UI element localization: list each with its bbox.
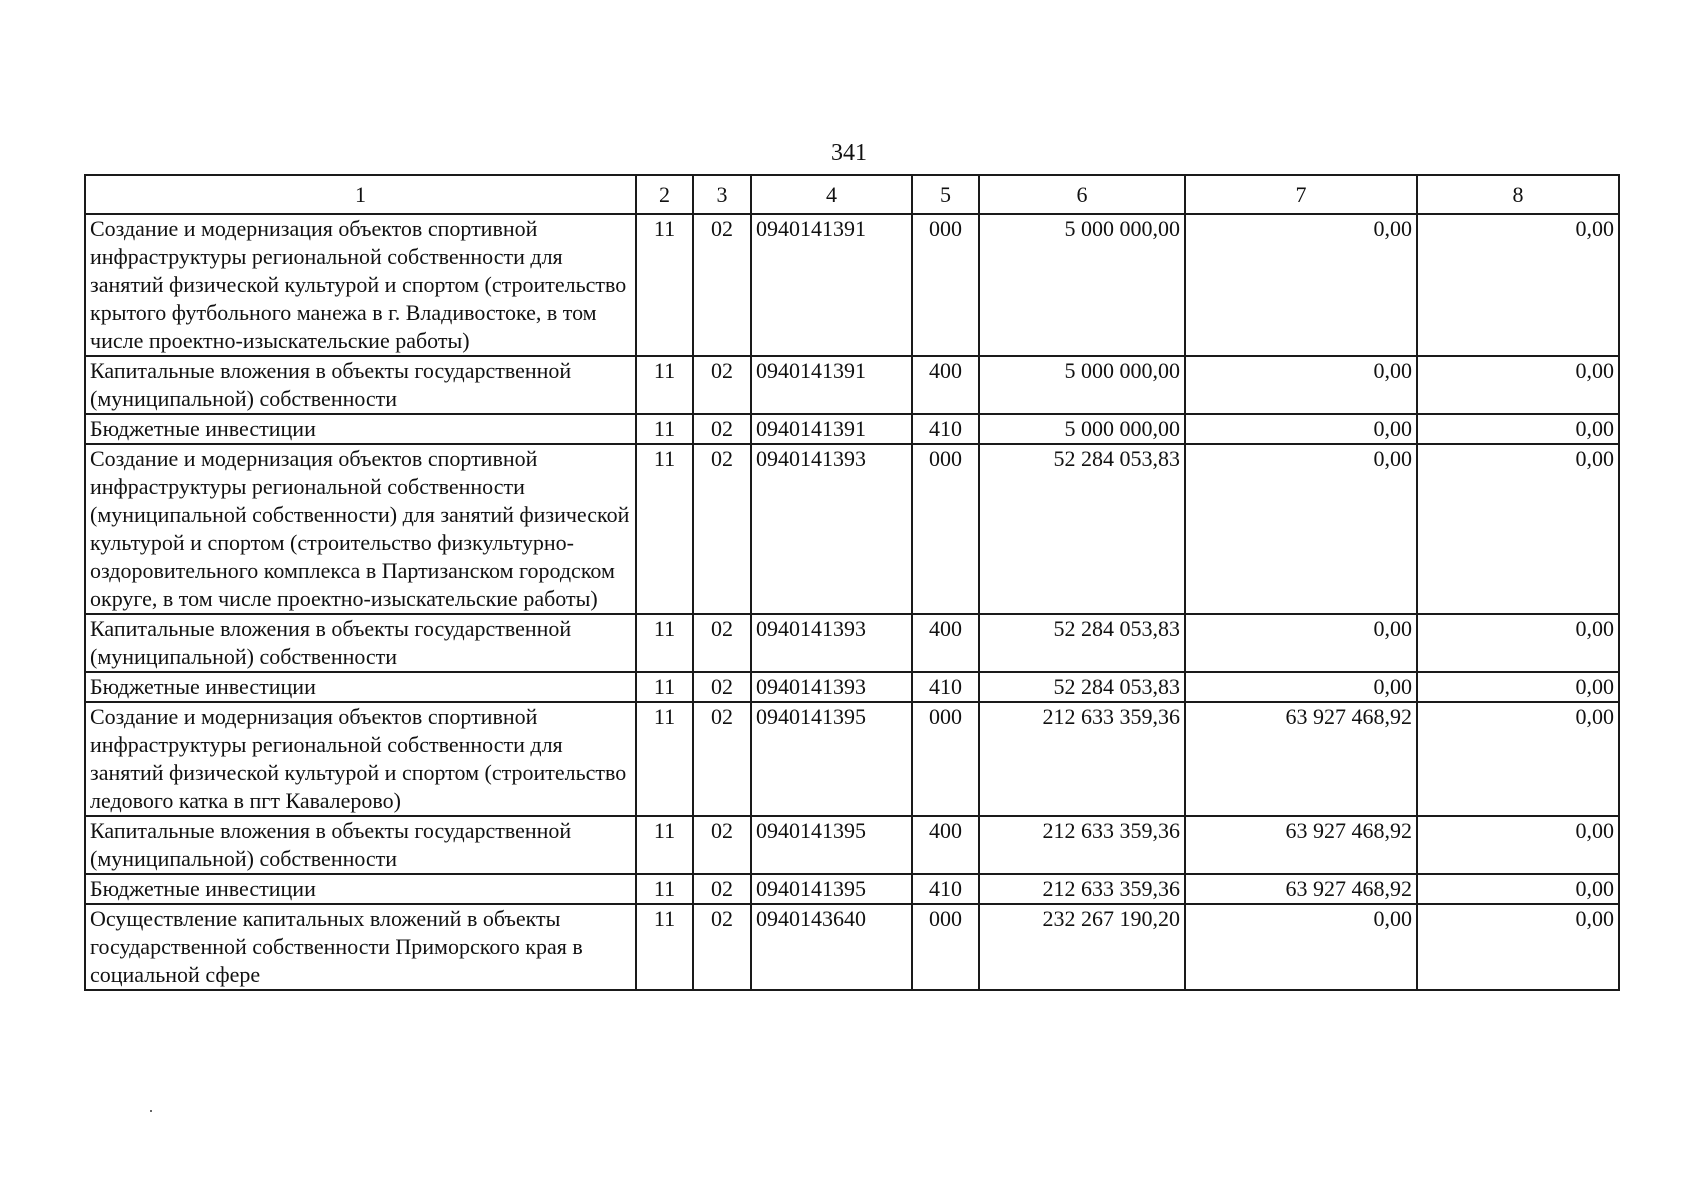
- expense-type-code: 400: [912, 356, 979, 414]
- target-article-code: 0940141391: [751, 214, 912, 356]
- section-code: 11: [636, 904, 693, 990]
- row-name: Создание и модернизация объектов спортивной инфраструктуры региональной собственности для занятий физической культурой и спортом (строительство ледового катка в пгт Кавалерово): [85, 702, 636, 816]
- target-article-code: 0940141393: [751, 672, 912, 702]
- amount-col7: 63 927 468,92: [1185, 816, 1417, 874]
- amount-col6: 212 633 359,36: [979, 816, 1185, 874]
- budget-table: [84, 174, 1620, 991]
- expense-type-code: 400: [912, 816, 979, 874]
- table-row: [85, 702, 1619, 816]
- table-row: [85, 672, 1619, 702]
- amount-col6: 52 284 053,83: [979, 444, 1185, 614]
- amount-col8: 0,00: [1417, 214, 1619, 356]
- target-article-code: 0940141393: [751, 614, 912, 672]
- section-code: 11: [636, 816, 693, 874]
- table-row: [85, 904, 1619, 990]
- column-header: 8: [1417, 175, 1619, 214]
- amount-col6: 212 633 359,36: [979, 874, 1185, 904]
- row-name: Капитальные вложения в объекты государственной (муниципальной) собственности: [85, 816, 636, 874]
- target-article-code: 0940141393: [751, 444, 912, 614]
- table-row: [85, 614, 1619, 672]
- table-row: [85, 816, 1619, 874]
- row-name: Капитальные вложения в объекты государственной (муниципальной) собственности: [85, 614, 636, 672]
- expense-type-code: 410: [912, 874, 979, 904]
- row-name: Капитальные вложения в объекты государственной (муниципальной) собственности: [85, 356, 636, 414]
- amount-col7: 0,00: [1185, 672, 1417, 702]
- subsection-code: 02: [693, 816, 751, 874]
- amount-col6: 232 267 190,20: [979, 904, 1185, 990]
- amount-col6: 5 000 000,00: [979, 356, 1185, 414]
- column-header: 6: [979, 175, 1185, 214]
- amount-col8: 0,00: [1417, 904, 1619, 990]
- target-article-code: 0940141391: [751, 414, 912, 444]
- section-code: 11: [636, 672, 693, 702]
- target-article-code: 0940141391: [751, 356, 912, 414]
- subsection-code: 02: [693, 904, 751, 990]
- subsection-code: 02: [693, 356, 751, 414]
- section-code: 11: [636, 702, 693, 816]
- section-code: 11: [636, 214, 693, 356]
- expense-type-code: 400: [912, 614, 979, 672]
- row-name: Осуществление капитальных вложений в объекты государственной собственности Приморского края в социальной сфере: [85, 904, 636, 990]
- column-header: 1: [85, 175, 636, 214]
- expense-type-code: 000: [912, 444, 979, 614]
- table-row: [85, 414, 1619, 444]
- section-code: 11: [636, 874, 693, 904]
- amount-col8: 0,00: [1417, 816, 1619, 874]
- amount-col7: 0,00: [1185, 904, 1417, 990]
- subsection-code: 02: [693, 672, 751, 702]
- amount-col8: 0,00: [1417, 614, 1619, 672]
- subsection-code: 02: [693, 414, 751, 444]
- amount-col8: 0,00: [1417, 702, 1619, 816]
- amount-col7: 0,00: [1185, 214, 1417, 356]
- subsection-code: 02: [693, 444, 751, 614]
- table-row: [85, 444, 1619, 614]
- subsection-code: 02: [693, 214, 751, 356]
- amount-col6: 5 000 000,00: [979, 414, 1185, 444]
- expense-type-code: 410: [912, 672, 979, 702]
- expense-type-code: 410: [912, 414, 979, 444]
- amount-col7: 0,00: [1185, 614, 1417, 672]
- amount-col6: 52 284 053,83: [979, 672, 1185, 702]
- header-row: [85, 175, 1619, 214]
- row-name: Бюджетные инвестиции: [85, 874, 636, 904]
- target-article-code: 0940143640: [751, 904, 912, 990]
- section-code: 11: [636, 444, 693, 614]
- expense-type-code: 000: [912, 214, 979, 356]
- scan-speck: [150, 1110, 152, 1112]
- subsection-code: 02: [693, 614, 751, 672]
- row-name: Создание и модернизация объектов спортивной инфраструктуры региональной собственности (муниципальной собственности) для занятий физической культурой и спортом (строительство физкультурно-оздоровительного комплекса в Партизанском городском округе, в том числе проектно-изыскательские работы): [85, 444, 636, 614]
- section-code: 11: [636, 414, 693, 444]
- target-article-code: 0940141395: [751, 702, 912, 816]
- target-article-code: 0940141395: [751, 816, 912, 874]
- column-header: 2: [636, 175, 693, 214]
- table-row: [85, 356, 1619, 414]
- amount-col8: 0,00: [1417, 874, 1619, 904]
- expense-type-code: 000: [912, 904, 979, 990]
- target-article-code: 0940141395: [751, 874, 912, 904]
- row-name: Бюджетные инвестиции: [85, 414, 636, 444]
- table-row: [85, 214, 1619, 356]
- column-header: 5: [912, 175, 979, 214]
- amount-col6: 52 284 053,83: [979, 614, 1185, 672]
- amount-col6: 5 000 000,00: [979, 214, 1185, 356]
- section-code: 11: [636, 356, 693, 414]
- row-name: Бюджетные инвестиции: [85, 672, 636, 702]
- amount-col7: 0,00: [1185, 356, 1417, 414]
- amount-col7: 0,00: [1185, 414, 1417, 444]
- column-header: 7: [1185, 175, 1417, 214]
- column-header: 4: [751, 175, 912, 214]
- table-row: [85, 874, 1619, 904]
- amount-col8: 0,00: [1417, 672, 1619, 702]
- subsection-code: 02: [693, 702, 751, 816]
- amount-col8: 0,00: [1417, 356, 1619, 414]
- amount-col6: 212 633 359,36: [979, 702, 1185, 816]
- amount-col7: 63 927 468,92: [1185, 874, 1417, 904]
- expense-type-code: 000: [912, 702, 979, 816]
- section-code: 11: [636, 614, 693, 672]
- subsection-code: 02: [693, 874, 751, 904]
- row-name: Создание и модернизация объектов спортивной инфраструктуры региональной собственности для занятий физической культурой и спортом (строительство крытого футбольного манежа в г. Владивостоке, в том числе проектно-изыскательские работы): [85, 214, 636, 356]
- amount-col7: 0,00: [1185, 444, 1417, 614]
- amount-col8: 0,00: [1417, 444, 1619, 614]
- page-number: 341: [831, 140, 867, 166]
- amount-col8: 0,00: [1417, 414, 1619, 444]
- column-header: 3: [693, 175, 751, 214]
- amount-col7: 63 927 468,92: [1185, 702, 1417, 816]
